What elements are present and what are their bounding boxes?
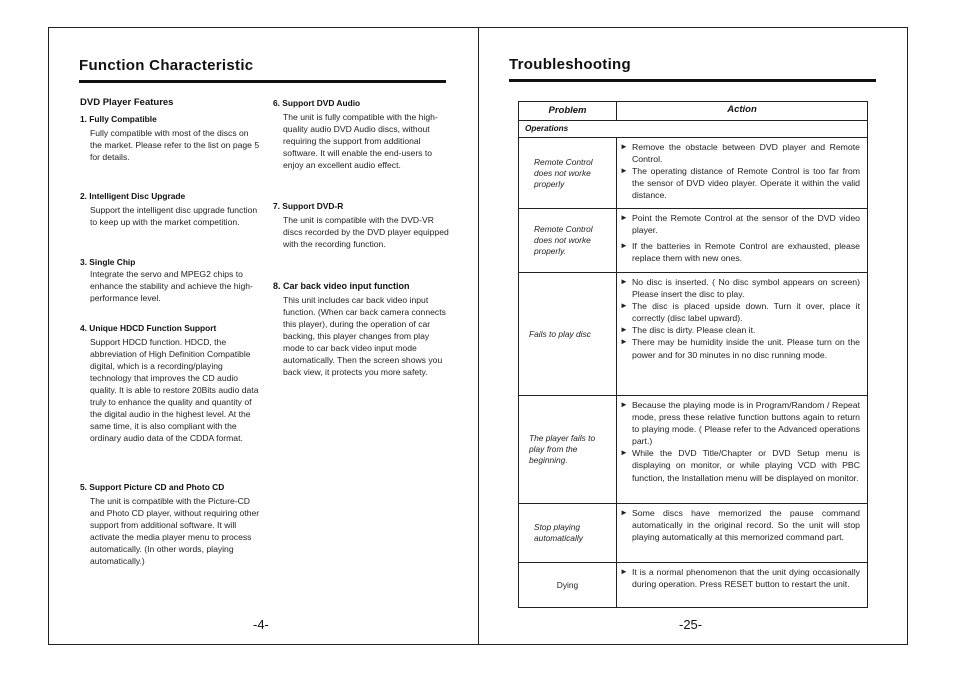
feature-item — [80, 481, 262, 567]
feature-title: 5. Support Picture CD and Photo CD — [80, 482, 225, 492]
page-divider — [478, 27, 479, 645]
arrow-bullet-icon: ► — [620, 142, 628, 151]
left-page-number: -4- — [253, 617, 269, 632]
feature-title: 6. Support DVD Audio — [273, 98, 361, 108]
troubleshooting-table — [518, 101, 868, 608]
action-item: ► While the DVD Title/Chapter or DVD Setup menu is displaying on monitor, or while playing VCD with PBC function, the Installation menu will be displayed on monitor. — [620, 448, 860, 483]
action-item: ► No disc is inserted. ( No disc symbol appears on screen) Please insert the disc to play. — [620, 277, 860, 300]
feature-title: 4. Unique HDCD Function Support — [80, 323, 217, 333]
feature-body: Support HDCD function. HDCD, the abbreviation of High Definition Compatible digital, which is a recording/playing technology that improves the CD audio quality. It is able to restore 20Bits audio data truly to enhance the quality and quantity of the digital audio in the highest level. At the same time, it is also compliant with the ordinary audio data of the CDDA format. — [90, 337, 259, 443]
problem-cell: Remote Control does not worke properly. — [519, 209, 617, 272]
arrow-bullet-icon: ► — [620, 277, 628, 286]
table-header — [519, 102, 867, 121]
action-cell — [617, 563, 867, 607]
table-row — [519, 138, 867, 209]
feature-body: This unit includes car back video input function. (When car back camera connects this player), during the operation of car backing, this player changes from play mode to car back video input mode automatically. Then the screen shows you back view, it protects you more safety. — [283, 295, 446, 377]
feature-item — [273, 280, 453, 378]
action-cell — [617, 138, 867, 208]
table-row — [519, 209, 867, 273]
arrow-bullet-icon: ► — [620, 337, 628, 347]
left-page-title: Function Characteristic — [79, 57, 254, 74]
arrow-bullet-icon: ► — [620, 448, 628, 458]
feature-title: 2. Intelligent Disc Upgrade — [80, 191, 186, 201]
feature-body: The unit is compatible with the DVD-VR discs recorded by the DVD player equipped with the recording function. — [283, 215, 449, 249]
action-item: ► The disc is placed upside down. Turn it over, place it correctly (disc label upward). — [620, 301, 860, 324]
action-cell — [617, 504, 867, 562]
table-row — [519, 273, 867, 396]
problem-cell: The player fails to play from the beginning. — [519, 396, 617, 503]
action-item: ► Remove the obstacle between DVD player and Remote Control. — [620, 142, 860, 165]
feature-title: 8. Car back video input function — [273, 281, 410, 291]
arrow-bullet-icon: ► — [620, 213, 628, 222]
action-item: ► There may be humidity inside the unit. Please turn on the power and for 30 minutes in no disc running mode. — [620, 337, 860, 360]
action-item: ► If the batteries in Remote Control are exhausted, please replace them with new ones. — [620, 241, 860, 264]
problem-cell: Stop playing automatically — [519, 504, 617, 562]
arrow-bullet-icon: ► — [620, 508, 628, 517]
header-action: Action — [727, 104, 757, 115]
action-item: ► The operating distance of Remote Control is too far from the sensor of DVD video player. Operate it within the valid distance. — [620, 166, 860, 201]
problem-cell: Remote Control does not worke properly — [519, 138, 617, 208]
left-title-rule — [79, 80, 446, 83]
feature-item — [80, 322, 262, 444]
feature-title: 7. Support DVD-R — [273, 201, 344, 211]
table-row — [519, 563, 867, 607]
arrow-bullet-icon: ► — [620, 166, 628, 176]
problem-cell: Dying — [519, 563, 617, 607]
feature-body: The unit is fully compatible with the high-quality audio DVD Audio discs, without requiring the support from additional software. It will enable the end-users to enjoy an excellent audio effect. — [283, 112, 438, 170]
action-item: ► The disc is dirty. Please clean it. — [620, 325, 756, 336]
header-problem: Problem — [519, 102, 617, 120]
right-title-rule — [509, 79, 876, 82]
action-item: ► Because the playing mode is in Program/Random / Repeat mode, press these relative function buttons again to return to playing mode. ( Please refer to the Advanced operations part.) — [620, 400, 860, 447]
arrow-bullet-icon: ► — [620, 567, 628, 576]
action-cell — [617, 209, 867, 272]
feature-item — [273, 200, 451, 250]
right-page-title: Troubleshooting — [509, 56, 631, 73]
section-label: Operations — [519, 121, 867, 138]
problem-cell: Fails to play disc — [519, 273, 617, 395]
feature-title: 3. Single Chip — [80, 257, 136, 267]
action-item: ► It is a normal phenomenon that the unit dying occasionally during operation. Press RESET button to restart the unit. — [620, 567, 860, 590]
feature-body: The unit is compatible with the Picture-CD and Photo CD player, without requiring other support from additional software. It will activate the media player menu to process automatically. (In other words, playing automatically.) — [90, 496, 260, 566]
feature-body: Integrate the servo and MPEG2 chips to enhance the stability and achieve the high-performance level. — [90, 269, 253, 303]
table-row — [519, 504, 867, 563]
arrow-bullet-icon: ► — [620, 241, 628, 251]
action-item: ► Point the Remote Control at the sensor of the DVD video player. — [620, 213, 860, 236]
features-section-title: DVD Player Features — [80, 97, 174, 108]
arrow-bullet-icon: ► — [620, 301, 628, 311]
feature-body: Fully compatible with most of the discs on the market. Please refer to the list on page 5 for details. — [90, 128, 260, 162]
action-cell — [617, 396, 867, 503]
feature-item — [80, 113, 260, 163]
arrow-bullet-icon: ► — [620, 325, 628, 335]
table-row — [519, 396, 867, 504]
feature-title: 1. Fully Compatible — [80, 114, 157, 124]
feature-item — [273, 97, 451, 171]
action-item: ► Some discs have memorized the pause command automatically in the original record. So the unit will stop playing automatically at this memorized command part. — [620, 508, 860, 543]
arrow-bullet-icon: ► — [620, 400, 628, 409]
feature-item — [80, 190, 260, 228]
feature-item — [80, 256, 260, 304]
feature-body: Support the intelligent disc upgrade function to keep up with the market competition. — [90, 205, 258, 227]
action-cell — [617, 273, 867, 395]
right-page-number: -25- — [679, 617, 703, 632]
